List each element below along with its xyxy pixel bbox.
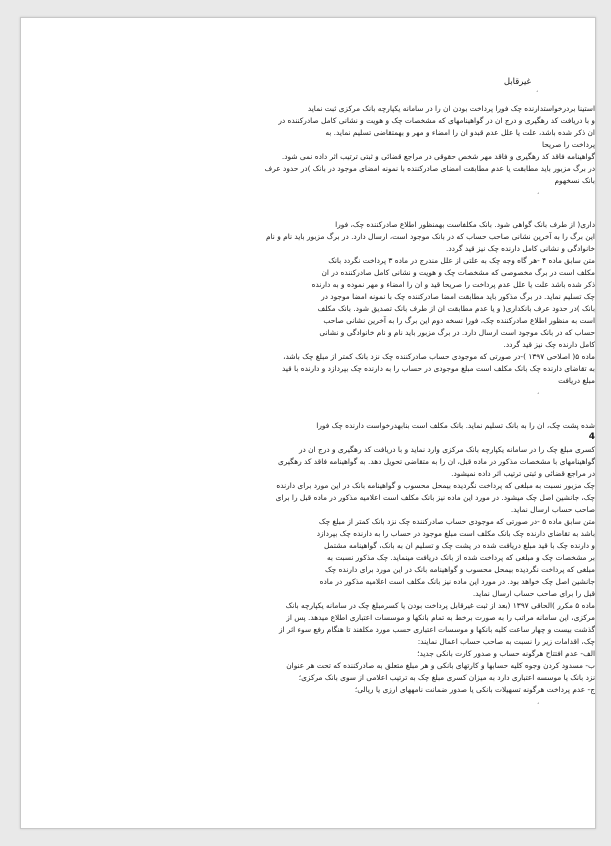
text-line: متن سابق ماده ۵ -در صورتی که موجودی حساب صادرکننده چک نزد بانک کمتر از مبلغ چک [318,517,595,526]
text-line: مرکزی، این سامانه مراتب را به صورت برخط به تمام بانکها و موسسات اعتباری اطلاع میدهد. پس از [286,613,595,622]
text-line: الف- عدم افتتاح هرگونه حساب و صدور کارت بانکی جدید؛ [417,649,595,658]
document-page [20,17,596,829]
text-line: و با دریافت کد رهگیری و درج ان در گواهینامهای که مشخصات چک و هویت و نشانی کامل صادرکننده در [278,116,595,125]
text-line: نزد بانک یا موسسه اعتباری دارد به میزان کسری مبلغ چک به ترتیب اعلامی از سوی بانک مرکزی؛ [298,673,595,682]
text-line: متن سابق ماده ۴ -هر گاه وجه چک به علتی از علل مندرج در ماده ۳ پرداخت نگردد بانک [328,256,595,265]
text-line: مکلف است در برگ مخصوصی که مشخصات چک و هویت و نشانی کامل صادرکننده در ان [321,268,595,277]
text-line: کامل دارنده چک نیز قید گردد. [503,340,595,349]
text-line: چک، جانشین اصل چک میشود. در مورد این ماده نیز بانک مکلف است اعلامیه مذکور در ماده قبل را برای [275,493,595,502]
text-line: حساب که در بانک موجود است ارسال دارد. در برگ مزبور باید نام و نام خانوادگی و نشانی [319,328,595,337]
text-line: ذکر شده باشد علت یا علل عدم پرداخت را صریحا قید و ان را امضاء و مهر نموده و به دارنده [311,280,595,289]
text-line: ماده ۵( اصلاحی ۱۳۹۷ )-در صورتی که موجودی حساب صادرکننده چک نزد بانک کمتر از مبلغ چک باشد، [283,352,595,361]
text-line: بر مشخصات چک و مبلغی که پرداخت شده از بانک دریافت مینماید. چک مذکور نسبت به [326,553,595,562]
text-line: مبلغ دریافت [558,376,595,385]
text-line: به تقاضای دارنده چک بانک مکلف است مبلغ موجودی در حساب را به دارنده چک بپردازد و دارنده با قید [282,364,595,373]
text-line: داری( از طرف بانک گواهی شود. بانک مکلفاست بهمنظور اطلاع صادرکننده چک، فورا [335,220,595,229]
text-line: در برگ مزبور باید مطابقت یا عدم مطابقت امضای صادرکننده با نمونه امضای موجود در بانک )در حدود عرف [264,164,595,173]
text-line: در مراجع قضائی و ثبتی ترتیب اثر داده نمیشود. [451,469,595,478]
text-line: چک تسلیم نماید. در برگ مذکور باید مطابقت امضا صادرکننده چک با نمونه امضا موجود در [321,292,595,301]
paragraph-mark: ، [536,87,538,94]
page-number: 4 [588,432,595,442]
text-line: ب- مسدود کردن وجوه کلیه حسابها و کارتهای بانکی و هر مبلغ متعلق به صادرکننده که تحت هر عنوان [286,661,595,670]
text-line: چک، اقدامات زیر را نسبت به صاحب حساب اعمال نمایند: [417,637,595,646]
text-line: پرداخت را صریحا [541,140,595,149]
text-line: صاحب حساب ارسال نماید. [510,505,595,514]
text-line: چک مزبور نسبت به مبلغی که پرداخت نگردیده بیمحل محسوب و گواهینامه بانک در این مورد برای دارنده [276,481,595,490]
text-line: گواهینامهای با مشخصات مذکور در ماده قبل، ان را به متقاضی تحویل دهد. به گواهینامه فاقد کد رهگیری [278,457,595,466]
text-line: گذشت بیست و چهار ساعت کلیه بانکها و موسسات اعتباری حسب مورد مکلفند تا هنگام رفع سوء اثر از [279,625,595,634]
paragraph-mark: ، [537,699,539,706]
text-line: باشد به تقاضای دارنده چک بانک مکلف است مبلغ موجود در حساب را به دارنده چک بپردازد [316,529,595,538]
text-line: قبل را برای صاحب حساب ارسال نماید. [472,589,595,598]
text-line: جانشین اصل چک خواهد بود. در مورد این ماده نیز بانک مکلف است اعلامیه مذکور در ماده [319,577,595,586]
text-line: و دارنده چک با قید مبلغ دریافت شده در پشت چک و تسلیم ان به بانک، گواهینامه مشتمل [323,541,595,550]
text-line: این برگ را به آخرین نشانی صاحب حساب که در بانک موجود است، ارسال دارد. در برگ مزبور باید نام و نام [265,232,595,241]
text-line: بانک نسخهوم [554,176,595,185]
document-heading: غیرقابل [503,77,531,87]
text-line: مبلغی که پرداخت نگردیده بیمحل محسوب و گواهینامه بانک در این مورد برای دارنده چک [325,565,595,574]
text-line: کسری مبلغ چک را در سامانه یکپارچه بانک مرکزی وارد نماید و با دریافت کد رهگیری و درج ان در [298,445,595,454]
paragraph-mark: ، [537,389,539,396]
text-line: گواهینامه فاقد کد رهگیری و فاقد مهر شخص حقوقی در مراجع قضائی و ثبتی ترتیب اثر داده نمی شود. [281,152,595,161]
text-line: است به منظور اطلاع صادرکننده چک، فورا نسخه دوم این برگ را به آخرین نشانی صاحب [323,316,595,325]
text-line: بانک )در حدود عرف بانکداری( و یا عدم مطابقت ان از طرف بانک تصدیق شود. بانک مکلف [317,304,595,313]
text-line: ج- عدم پرداخت هرگونه تسهیلات بانکی یا صدور ضمانت نامههای ارزی یا ریالی؛ [354,685,595,694]
text-line: استینا بردرخواستدارنده چک فورا پرداخت بودن ان را در سامانه یکپارچه بانک مرکزی ثبت نماید [307,104,595,113]
text-line: ماده ۵ مکرر )الحاقی ۱۳۹۷ (بعد از ثبت غیرقابل پرداخت بودن یا کسرمبلغ چک در سامانه یکپارچه بانک [285,601,595,610]
text-line: شده پشت چک، ان را به بانک تسلیم نماید. بانک مکلف است بنابهدرخواست دارنده چک فورا [316,421,595,430]
text-line: خانوادگی و نشانی کامل دارنده چک نیز قید گردد. [446,244,595,253]
text-line: ان ذکر شده باشد، علت یا علل عدم قبدو ان را امضاء و مهر و بهمتقاضی تسلیم نماید. به [325,128,595,137]
paragraph-mark: ، [537,189,539,196]
